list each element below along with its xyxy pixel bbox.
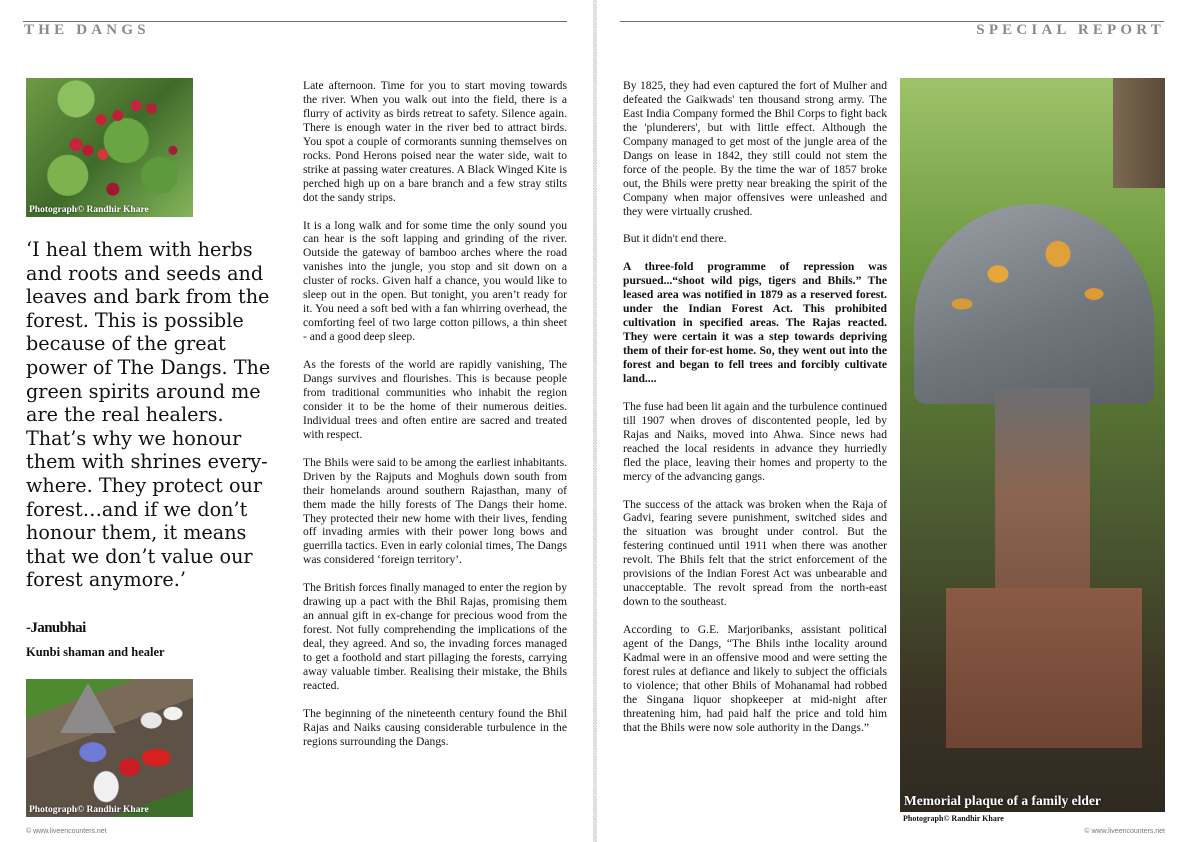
footer-copyright-right: © www.liveencounters.net xyxy=(1084,828,1165,835)
paragraph: According to G.E. Marjoribanks, assistant political agent of the Dangs, “The Bhils inthe locality around Kadmal were in an offensive mood and were setting the forest rules at defiance and likely to subject the officials to violence; that other Bhils of Mohanamal had robbed the Singana liquor shopkeeper at mid-night after threatening him, had paid half the price and told him that the Bhils were now sole authority in the Dangs.” xyxy=(623,623,887,734)
paragraph: It is a long walk and for some time the only sound you can hear is the soft lapping and grinding of the river. Outside the gateway of bamboo arches where the road vanishes into the jungle, you stop and sit down on a cluster of rocks. Given half a chance, you would like to sleep out in the open. But tonight, you aren’t ready for it. You need a soft bed with a fan whirring overhead, the comforting feel of two large cotton pillows, a thin sheet - and a good deep sleep. xyxy=(303,218,567,344)
stone-base xyxy=(946,588,1142,748)
article-column-left xyxy=(303,79,567,763)
paragraph: The fuse had been lit again and the turbulence continued till 1907 when droves of discontented people, led by Rajas and Naiks, moved into Ahwa. Since news had reached the local residents in advance they hurriedly fled the place, leaving their homes and property to the mercy of the advancing gangs. xyxy=(623,399,887,483)
tree-trunk xyxy=(1113,78,1165,188)
paragraph: The beginning of the nineteenth century found the Bhil Rajas and Naiks causing considerable turbulence in the regions surrounding the Dangs. xyxy=(303,706,567,748)
berries-photo xyxy=(26,78,193,217)
stone-head xyxy=(914,204,1154,404)
paragraph: By 1825, they had even captured the fort of Mulher and defeated the Gaikwads' ten thousand strong army. The East India Company formed the Bhil Corps to fight back the 'plunderers', but with little effect. Although the Company managed to get most of the jungle area of the Dangs on lease in 1842, they still could not stem the force of the people. By the time the war of 1857 broke out, the Bhils were pretty near breaking the spirit of the Company when major offensives were unleashed and they were virtually crushed. xyxy=(623,79,887,218)
paragraph: But it didn't end there. xyxy=(623,232,727,246)
photo-credit: Photograph© Randhir Khare xyxy=(29,805,149,815)
left-page xyxy=(0,0,593,842)
article-column-right xyxy=(623,79,887,749)
memorial-photo xyxy=(900,78,1165,812)
section-title-left: THE DANGS xyxy=(24,22,150,38)
paragraph: As the forests of the world are rapidly vanishing, The Dangs survives and flourishes. This is because people from traditional communities who inhabit the region consider it to be the home of their numerous deities. Individual trees and often entire are sacred and treated with respect. xyxy=(303,358,567,441)
photo-caption: Memorial plaque of a family elder xyxy=(904,793,1101,808)
footer-copyright-left: © www.liveencounters.net xyxy=(26,828,107,835)
shrine-roof xyxy=(60,683,116,733)
section-title-right: SPECIAL REPORT xyxy=(976,22,1165,38)
quote-author: -Janubhai xyxy=(26,620,86,636)
photo-credit: Photograph© Randhir Khare xyxy=(903,814,1004,823)
paragraph: Late afternoon. Time for you to start moving towards the river. When you walk out into the field, there is a flurry of activity as birds retreat to safety. Silence again. There is enough water in the river bed to attract birds. You spot a couple of cormorants sunning themselves on rocks. Pond Herons poised near the water side, wait to strike at passing water creatures. A Black Winged Kite is perched high up on a bare branch and a few stray stilts dot the sandy strips. xyxy=(303,79,567,204)
pull-quote: ‘I heal them with herbs and roots and seeds and leaves and bark from the forest. This is possible because of the great power of The Dangs. The green spirits around me are the real healers. That’s why we honour them with shrines every-where. They protect our forest…and if we don’t honour them, it means that we don’t value our forest anymore.’ xyxy=(26,238,271,592)
quote-author-role: Kunbi shaman and healer xyxy=(26,645,165,659)
paragraph: The British forces finally managed to enter the region by drawing up a pact with the Bhil Rajas, promising them an annual gift in ex-change for precious wood from the forest. Not fully comprehending the implications of the deal, they agreed. And so, the invading forces managed to get a foothold and start pillaging the forests, carrying away valuable timber. Realising their mistake, the Bhils reacted. xyxy=(303,581,567,692)
paragraph: The Bhils were said to be among the earliest inhabitants. Driven by the Rajputs and Moghuls down south from their homelands around southern Rajasthan, many of them made the hilly forests of The Dangs their home. They protected their new home with their lives, fending off invading armies with their power long bows and guerrilla tactics. Even in early colonial times, The Dangs was considered ‘foreign territory’. xyxy=(303,455,567,567)
photo-credit: Photograph© Randhir Khare xyxy=(29,205,149,215)
paragraph-bold: A three-fold programme of repression was pursued...“shoot wild pigs, tigers and Bhils.” The leased area was notified in 1879 as a reserved forest. under the Indian Forest Act. This prohibited cultivation in specified areas. The Rajas reacted. They were certain it was a step towards depriving them of their for-est home. So, they went out into the forest and began to fell trees and forcibly cultivate land.... xyxy=(623,260,887,385)
shrine-photo xyxy=(26,679,193,817)
paragraph: The success of the attack was broken when the Raja of Gadvi, fearing severe punishment, switched sides and the situation was brought under control. But the festering continued until 1911 when there was another revolt. The Bhils felt that the strict enforcement of the provisions of the Indian Forest Act was unbearable and unacceptable. The revolt spread from the north-east down to the southeast. xyxy=(623,497,887,609)
